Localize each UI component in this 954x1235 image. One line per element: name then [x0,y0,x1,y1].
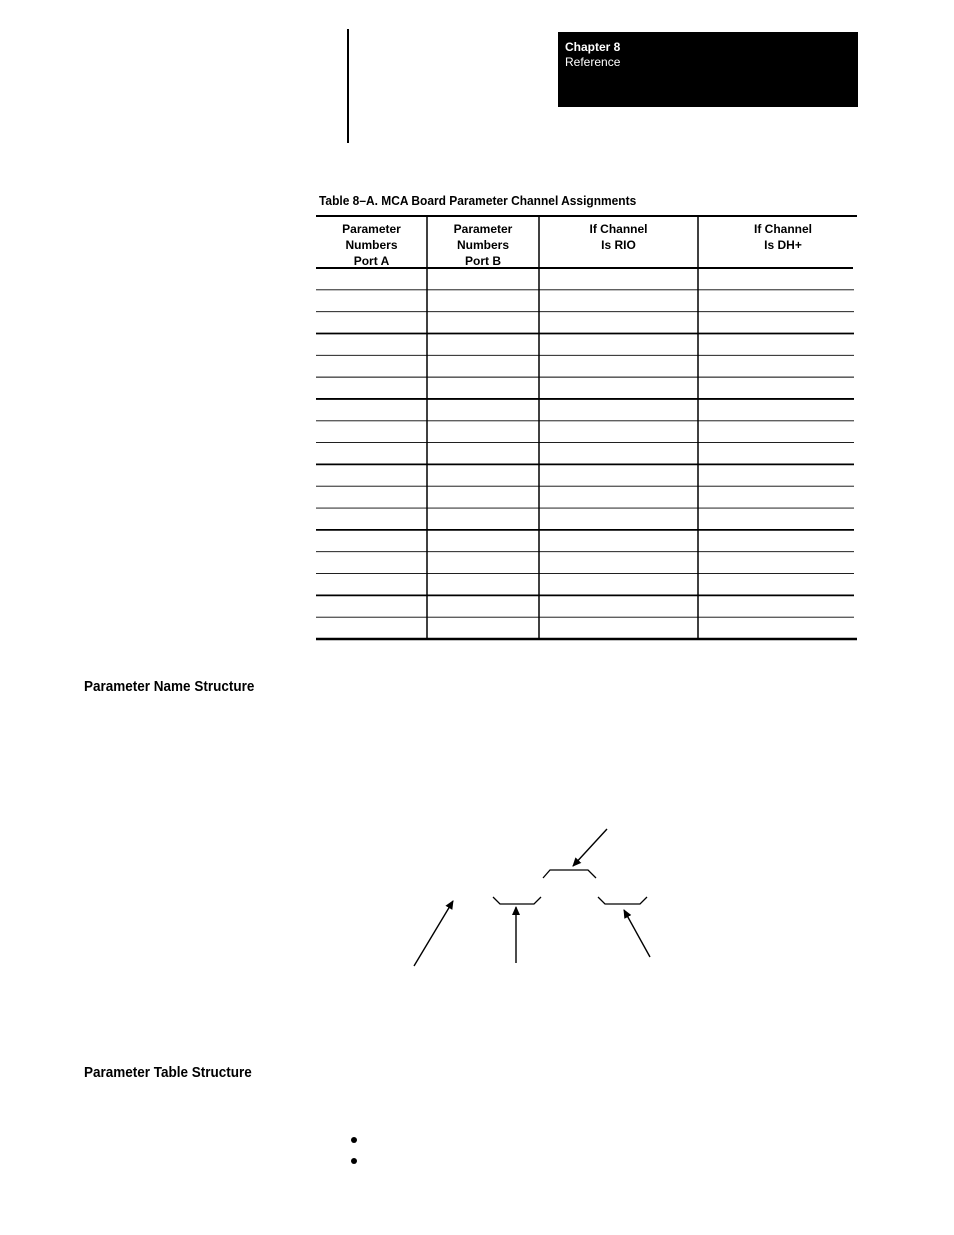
column-header-line: Port B [465,254,501,268]
column-header-port-b [427,221,539,269]
top-bracket [543,870,596,878]
section-heading-name-structure: Parameter Name Structure [84,678,255,695]
column-header-line: Is DH+ [764,238,802,252]
bullet-point [351,1137,357,1143]
section-heading-table-structure: Parameter Table Structure [84,1064,252,1081]
left-bracket [493,897,541,904]
arrow-lower-left [414,901,453,966]
arrow-top [573,829,607,866]
column-header-rio [539,221,698,253]
chapter-header [558,32,858,107]
column-header-line: Port A [353,254,390,268]
column-header-port-a [316,221,427,269]
table-title: Table 8–A. MCA Board Parameter Channel Assignments [319,193,637,208]
column-header-dh-plus [698,221,868,253]
column-header-line: Parameter [342,222,401,236]
header-rule [347,29,349,143]
column-header-line: Is RIO [601,238,636,252]
right-bracket [598,897,647,904]
column-header-line: Parameter [453,222,513,236]
column-header-line: If Channel [589,222,648,236]
arrow-lower-right [624,910,650,957]
table-grid [316,215,857,641]
section-label: Reference [565,55,621,69]
channel-assignment-table [316,215,857,641]
column-header-line: Numbers [345,238,398,252]
bullet-point [351,1158,357,1164]
column-header-line: If Channel [753,222,812,236]
chapter-label: Chapter 8 [565,40,621,54]
column-header-line: Numbers [456,238,509,252]
